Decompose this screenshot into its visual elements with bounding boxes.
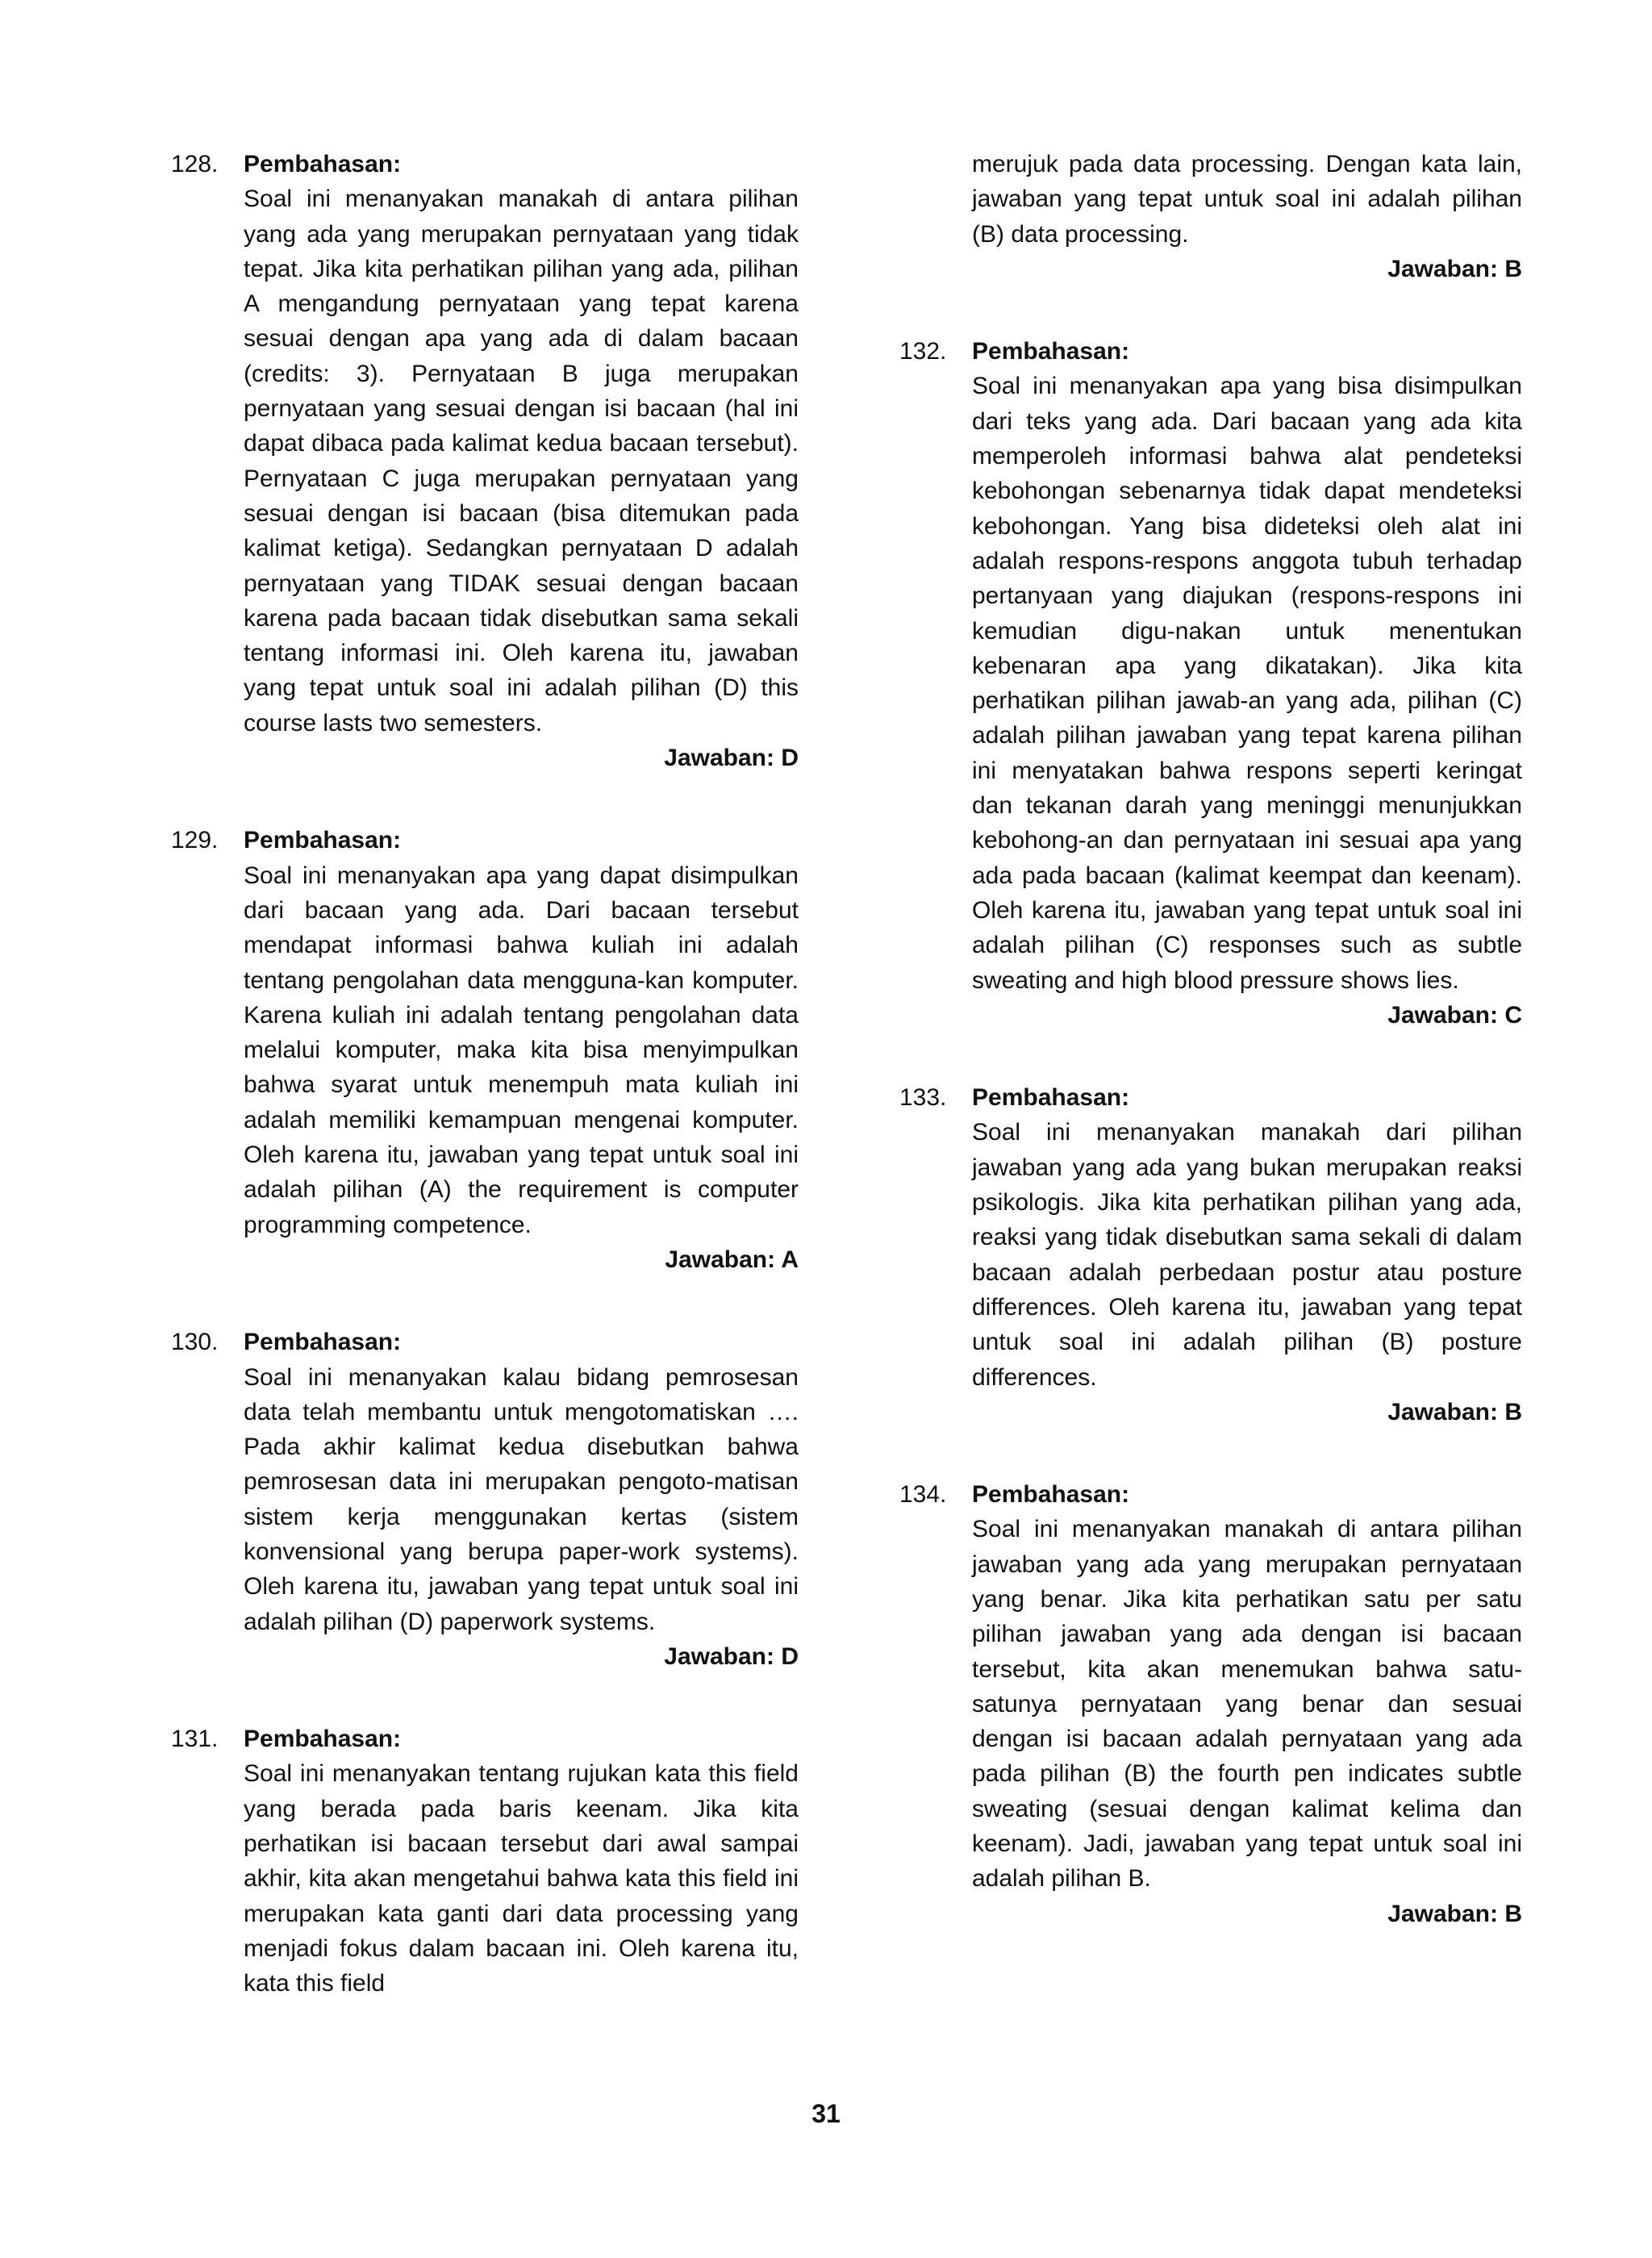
item-number: 129. — [171, 827, 219, 854]
explanation-133 — [899, 1080, 1522, 1430]
item-number: 133. — [899, 1084, 947, 1112]
right-column — [899, 147, 1522, 1979]
item-answer: Jawaban: B — [1387, 1398, 1522, 1425]
explanation-131-continued — [899, 147, 1522, 286]
item-heading: Pembahasan: — [244, 1726, 402, 1753]
page-number: 31 — [811, 2099, 841, 2128]
explanation-130 — [171, 1325, 799, 1674]
item-number: 130. — [171, 1329, 219, 1356]
explanation-129 — [171, 823, 799, 1277]
item-heading: Pembahasan: — [972, 1481, 1130, 1509]
item-body: Soal ini menanyakan tentang rujukan kata this field yang berada pada baris keenam. Jika kita perhatikan isi bacaan tersebut dari awal sampai akhir, kita akan mengetahui bahwa kata this field ini merupakan kata ganti dari data processing yang menjadi fokus dalam bacaan ini. Oleh karena itu, kata this field — [244, 1760, 799, 1997]
item-heading: Pembahasan: — [244, 1329, 402, 1356]
item-body: Soal ini menanyakan apa yang dapat disimpulkan dari bacaan yang ada. Dari bacaan tersebut mendapat informasi bahwa kuliah ini adalah tentang pengolahan data mengguna-kan komputer. Karena kuliah ini adalah tentang pengolahan data melalui komputer, maka kita bisa menyimpulkan bahwa syarat untuk menempuh mata kuliah ini adalah memiliki kemampuan mengenai komputer. Oleh karena itu, jawaban yang tepat untuk soal ini adalah pilihan (A) the requirement is computer programming competence. — [244, 862, 799, 1238]
explanation-132 — [899, 334, 1522, 1033]
item-heading: Pembahasan: — [972, 338, 1130, 365]
item-number: 131. — [171, 1726, 219, 1753]
item-answer: Jawaban: B — [1387, 255, 1522, 282]
item-number: 134. — [899, 1481, 947, 1509]
item-heading: Pembahasan: — [244, 151, 402, 177]
item-answer: Jawaban: A — [665, 1246, 799, 1273]
explanation-128 — [171, 147, 799, 775]
item-body: merujuk pada data processing. Dengan kata lain, jawaban yang tepat untuk soal ini adalah pilihan (B) data processing. — [972, 151, 1522, 248]
explanation-134 — [899, 1477, 1522, 1931]
item-body: Soal ini menanyakan manakah di antara pilihan jawaban yang ada yang merupakan pernyataan yang benar. Jika kita perhatikan satu per satu pilihan jawaban yang ada dengan isi bacaan tersebut, kita akan menemukan bahwa satu-satunya pernyataan yang benar dan sesuai dengan isi bacaan adalah pernyataan yang ada pada pilihan (B) the fourth pen indicates subtle sweating (sesuai dengan kalimat kelima dan keenam). Jadi, jawaban yang tepat untuk soal ini adalah pilihan B. — [972, 1516, 1522, 1893]
item-heading: Pembahasan: — [244, 827, 402, 854]
item-body: Soal ini menanyakan manakah di antara pilihan yang ada yang merupakan pernyataan yang tidak tepat. Jika kita perhatikan pilihan yang ada, pilihan A mengandung pernyataan yang tepat karena sesuai dengan apa yang ada di dalam bacaan (credits: 3). Pernyataan B juga merupakan pernyataan yang sesuai dengan isi bacaan (hal ini dapat dibaca pada kalimat kedua bacaan tersebut). Pernyataan C juga merupakan pernyataan yang sesuai dengan isi bacaan (bisa ditemukan pada kalimat ketiga). Sedangkan pernyataan D adalah pernyataan yang TIDAK sesuai dengan bacaan karena pada bacaan tidak disebutkan sama sekali tentang informasi ini. Oleh karena itu, jawaban yang tepat untuk soal ini adalah pilihan (D) this course lasts two semesters. — [244, 186, 799, 737]
left-column — [171, 147, 799, 2049]
item-body: Soal ini menanyakan manakah dari pilihan jawaban yang ada yang bukan merupakan reaksi psikologis. Jika kita perhatikan pilihan yang ada, reaksi yang tidak disebutkan sama sekali di dalam bacaan adalah perbedaan postur atau posture differences. Oleh karena itu, jawaban yang tepat untuk soal ini adalah pilihan (B) posture differences. — [972, 1119, 1522, 1391]
explanation-131 — [171, 1722, 799, 2001]
item-body: Soal ini menanyakan kalau bidang pemrosesan data telah membantu untuk mengotomatiskan …. Pada akhir kalimat kedua disebutkan bahwa pemrosesan data ini merupakan pengoto-matisan sistem kerja menggunakan kertas (sistem konvensional yang berupa paper-work systems). Oleh karena itu, jawaban yang tepat untuk soal ini adalah pilihan (D) paperwork systems. — [244, 1363, 799, 1635]
item-answer: Jawaban: D — [664, 1642, 799, 1670]
item-body: Soal ini menanyakan apa yang bisa disimpulkan dari teks yang ada. Dari bacaan yang ada kita memperoleh informasi bahwa alat pendeteksi kebohongan sebenarnya tidak dapat mendeteksi kebohongan. Yang bisa dideteksi oleh alat ini adalah respons-respons anggota tubuh terhadap pertanyaan yang diajukan (respons-respons ini kemudian digu-nakan untuk menentukan kebenaran apa yang dikatakan). Jika kita perhatikan pilihan jawab-an yang ada, pilihan (C) adalah pilihan jawaban yang tepat karena pilihan ini menyatakan bahwa respons seperti keringat dan tekanan darah yang meninggi menunjukkan kebohong-an dan pernyataan ini sesuai apa yang ada pada bacaan (kalimat keempat dan keenam). Oleh karena itu, jawaban yang tepat untuk soal ini adalah pilihan (C) responses such as subtle sweating and high blood pressure shows lies. — [972, 373, 1522, 994]
item-number: 128. — [171, 151, 219, 177]
item-answer: Jawaban: B — [1387, 1900, 1522, 1927]
item-answer: Jawaban: D — [664, 745, 799, 772]
item-answer: Jawaban: C — [1387, 1001, 1522, 1029]
item-heading: Pembahasan: — [972, 1084, 1130, 1112]
item-number: 132. — [899, 338, 947, 365]
